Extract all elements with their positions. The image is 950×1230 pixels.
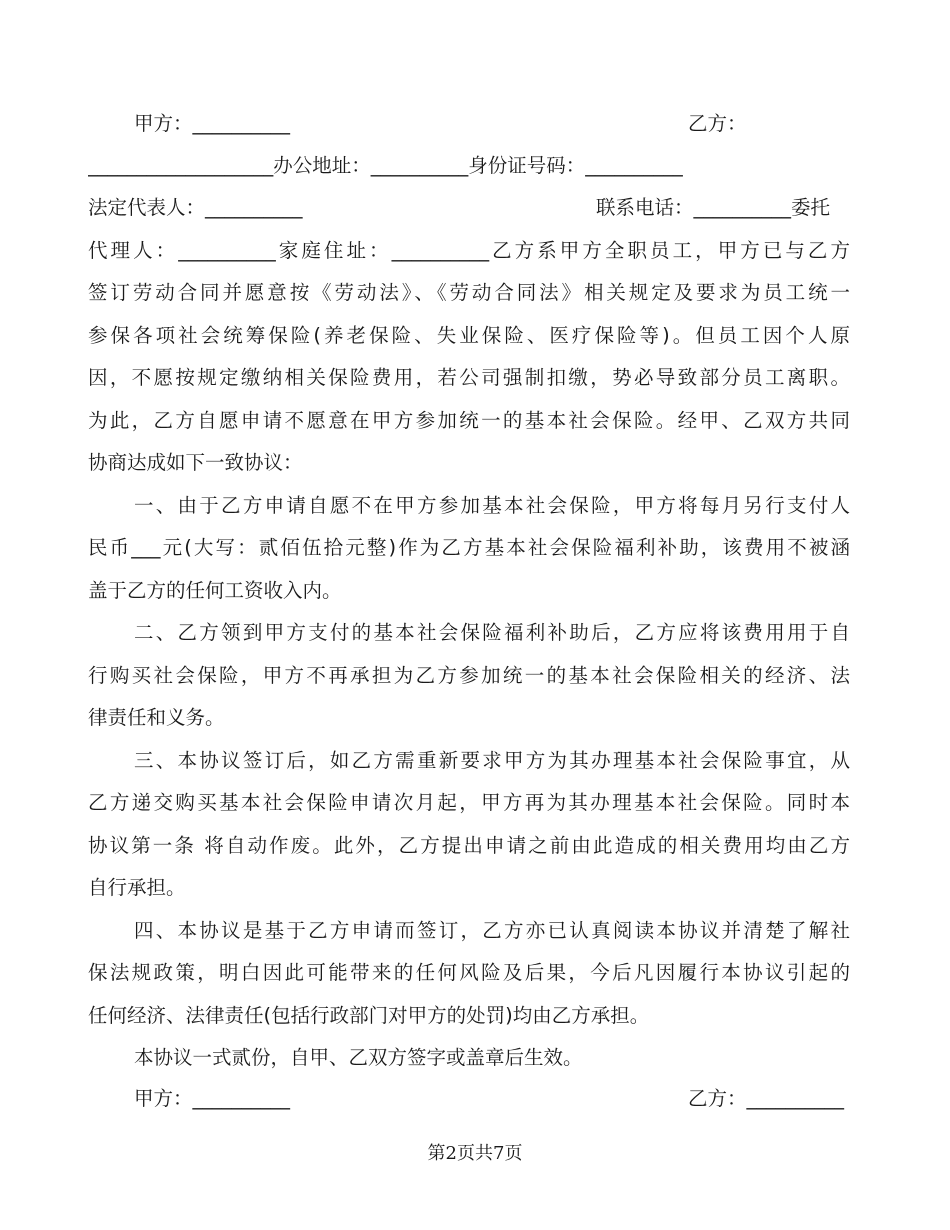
- intro-line: 签订劳动合同并愿意按《劳动法》、《劳动合同法》相关规定及要求为员工统一: [88, 281, 850, 304]
- clause-1-line: 盖于乙方的任何工资收入内。: [88, 579, 342, 602]
- signature-party-b: 乙方：__________: [688, 1087, 845, 1110]
- party-b-label: 乙方：: [688, 112, 747, 135]
- intro-line: 代理人：__________家庭住址：__________乙方系甲方全职员工，甲方已与乙方: [88, 239, 850, 262]
- closing-statement: 本协议一式贰份，自甲、乙双方签字或盖章后生效。: [134, 1046, 583, 1069]
- clause-2-line: 行购买社会保险，甲方不再承担为乙方参加统一的基本社会保险相关的经济、法: [88, 664, 850, 687]
- clause-3-line: 自行承担。: [88, 876, 186, 899]
- clause-4-line: 任何经济、法律责任(包括行政部门对甲方的处罚)均由乙方承担。: [88, 1004, 650, 1027]
- contact-phone-field: 联系电话：__________委托: [596, 196, 831, 219]
- clause-3-line: 三、本协议签订后，如乙方需重新要求甲方为其办理基本社会保险事宜，从: [134, 749, 850, 772]
- page-number: 第2页共7页: [427, 1143, 523, 1164]
- clause-2-line: 律责任和义务。: [88, 706, 225, 729]
- intro-line: 因，不愿按规定缴纳相关保险费用，若公司强制扣缴，势必导致部分员工离职。: [88, 366, 850, 389]
- signature-party-a: 甲方：__________: [134, 1087, 291, 1110]
- clause-2-line: 二、乙方领到甲方支付的基本社会保险福利补助后，乙方应将该费用用于自: [134, 621, 850, 644]
- clause-3-line: 乙方递交购买基本社会保险申请次月起，甲方再为其办理基本社会保险。同时本: [88, 791, 850, 814]
- party-a-field: 甲方：__________: [134, 112, 291, 135]
- clause-4-line: 保法规政策，明白因此可能带来的任何风险及后果，今后凡因履行本协议引起的: [88, 961, 850, 984]
- intro-line: 为此，乙方自愿申请不愿意在甲方参加统一的基本社会保险。经甲、乙双方共同: [88, 409, 850, 432]
- address-id-line: ___________________办公地址：__________身份证号码：__________: [88, 154, 683, 177]
- clause-3-line: 协议第一条 将自动作废。此外，乙方提出申请之前由此造成的相关费用均由乙方: [88, 834, 850, 857]
- legal-representative-field: 法定代表人：__________: [88, 196, 303, 219]
- intro-line: 协商达成如下一致协议：: [88, 451, 303, 474]
- clause-1-line: 一、由于乙方申请自愿不在甲方参加基本社会保险，甲方将每月另行支付人: [134, 494, 850, 517]
- clause-4-line: 四、本协议是基于乙方申请而签订，乙方亦已认真阅读本协议并清楚了解社: [134, 919, 850, 942]
- clause-1-line: 民币___元(大写：贰佰伍拾元整)作为乙方基本社会保险福利补助，该费用不被涵: [88, 536, 850, 559]
- intro-line: 参保各项社会统筹保险(养老保险、失业保险、医疗保险等)。但员工因个人原: [88, 324, 850, 347]
